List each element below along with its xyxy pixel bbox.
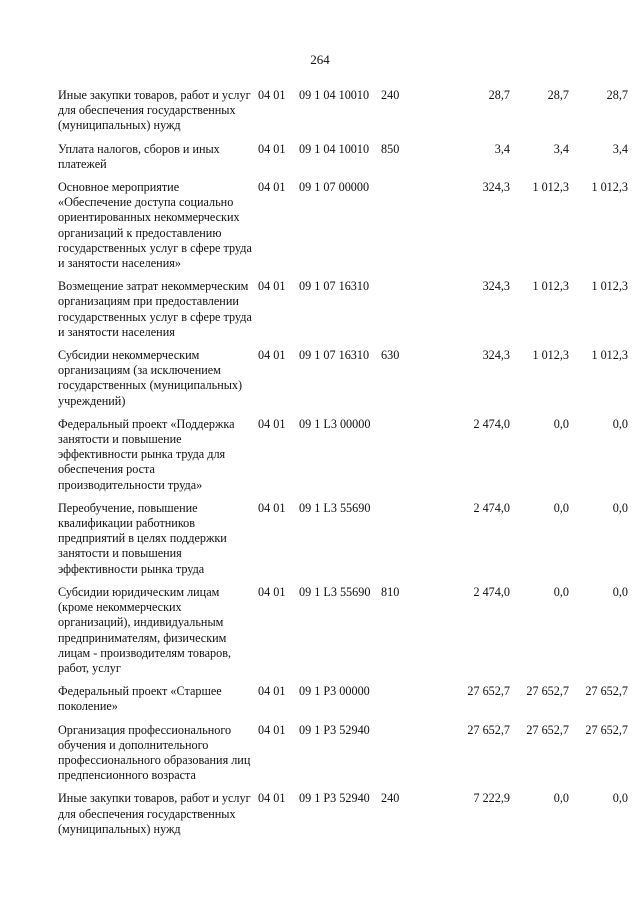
expense-type-code: 850 <box>381 141 400 156</box>
row-name: Организация профессионального обучения и дополнительного профессионального образования лиц предпенсионного возраста <box>58 722 251 783</box>
section-code: 04 01 <box>258 684 286 699</box>
amount-3: 1 012,3 <box>591 348 628 363</box>
target-article-code: 09 1 P3 52940 <box>299 791 370 806</box>
amount-2: 27 652,7 <box>526 684 569 699</box>
amount-2: 3,4 <box>553 141 569 156</box>
row-name: Иные закупки товаров, работ и услуг для обеспечения государственных (муниципальных) нужд <box>58 88 251 133</box>
amount-1: 324,3 <box>482 279 510 294</box>
amount-1: 2 474,0 <box>473 584 510 599</box>
amount-3: 1 012,3 <box>591 180 628 195</box>
expense-type-code: 240 <box>381 791 400 806</box>
amount-3: 0,0 <box>612 416 628 431</box>
target-article-code: 09 1 L3 55690 <box>299 584 371 599</box>
amount-3: 27 652,7 <box>585 722 628 737</box>
amount-1: 3,4 <box>494 141 510 156</box>
table-row <box>58 585 628 676</box>
expense-type-code: 810 <box>381 584 400 599</box>
table-row <box>58 791 628 837</box>
section-code: 04 01 <box>258 791 286 806</box>
row-name: Уплата налогов, сборов и иных платежей <box>58 141 220 171</box>
row-name: Иные закупки товаров, работ и услуг для обеспечения государственных (муниципальных) нужд <box>58 791 251 836</box>
amount-3: 27 652,7 <box>585 684 628 699</box>
amount-3: 3,4 <box>612 141 628 156</box>
section-code: 04 01 <box>258 416 286 431</box>
section-code: 04 01 <box>258 584 286 599</box>
row-name: Переобучение, повышение квалификации работников предприятий в целях поддержки занятости и повышения эффективности рынка труда <box>58 500 227 576</box>
target-article-code: 09 1 L3 00000 <box>299 416 371 431</box>
section-code: 04 01 <box>258 141 286 156</box>
table-row <box>58 684 628 714</box>
section-code: 04 01 <box>258 279 286 294</box>
amount-1: 28,7 <box>488 88 510 102</box>
row-name: Федеральный проект «Старшее поколение» <box>58 684 222 714</box>
expense-type-code: 630 <box>381 348 400 363</box>
section-code: 04 01 <box>258 348 286 363</box>
target-article-code: 09 1 07 00000 <box>299 180 370 195</box>
amount-2: 0,0 <box>553 416 569 431</box>
table-row <box>58 723 628 784</box>
amount-1: 27 652,7 <box>467 722 510 737</box>
table-row <box>58 279 628 340</box>
amount-3: 0,0 <box>612 500 628 515</box>
amount-3: 0,0 <box>612 791 628 806</box>
expense-type-code: 240 <box>381 88 400 102</box>
table-row <box>58 142 628 172</box>
row-name: Субсидии юридическим лицам (кроме некоммерческих организаций), индивидуальным предпринимателям, физическим лицам - производителям товаров, работ, услуг <box>58 584 232 675</box>
page-number: 264 <box>310 52 330 67</box>
table-row <box>58 348 628 409</box>
table-row <box>58 417 628 493</box>
budget-table <box>58 88 628 845</box>
table-row <box>58 88 628 134</box>
amount-3: 0,0 <box>612 584 628 599</box>
target-article-code: 09 1 L3 55690 <box>299 500 371 515</box>
amount-3: 28,7 <box>606 88 628 102</box>
amount-2: 1 012,3 <box>532 279 569 294</box>
row-name: Основное мероприятие «Обеспечение доступа социально ориентированных некоммерческих организаций к предоставлению государственных услуг в сфере труда и занятости населения» <box>58 180 252 271</box>
section-code: 04 01 <box>258 88 286 102</box>
amount-2: 1 012,3 <box>532 348 569 363</box>
target-article-code: 09 1 07 16310 <box>299 348 370 363</box>
section-code: 04 01 <box>258 500 286 515</box>
amount-2: 0,0 <box>553 791 569 806</box>
target-article-code: 09 1 04 10010 <box>299 141 370 156</box>
target-article-code: 09 1 P3 00000 <box>299 684 370 699</box>
target-article-code: 09 1 04 10010 <box>299 88 370 102</box>
amount-2: 28,7 <box>547 88 569 102</box>
amount-1: 7 222,9 <box>473 791 510 806</box>
amount-1: 324,3 <box>482 348 510 363</box>
amount-2: 0,0 <box>553 584 569 599</box>
amount-1: 324,3 <box>482 180 510 195</box>
amount-1: 27 652,7 <box>467 684 510 699</box>
target-article-code: 09 1 07 16310 <box>299 279 370 294</box>
row-name: Федеральный проект «Поддержка занятости и повышение эффективности рынка труда для обеспечения роста производительности труда» <box>58 416 235 492</box>
table-row <box>58 180 628 271</box>
section-code: 04 01 <box>258 722 286 737</box>
amount-2: 27 652,7 <box>526 722 569 737</box>
table-row <box>58 501 628 577</box>
target-article-code: 09 1 P3 52940 <box>299 722 370 737</box>
row-name: Возмещение затрат некоммерческим организациям при предоставлении государственных услуг в сфере труда и занятости населения <box>58 279 252 339</box>
amount-3: 1 012,3 <box>591 279 628 294</box>
amount-1: 2 474,0 <box>473 416 510 431</box>
amount-2: 0,0 <box>553 500 569 515</box>
section-code: 04 01 <box>258 180 286 195</box>
amount-2: 1 012,3 <box>532 180 569 195</box>
amount-1: 2 474,0 <box>473 500 510 515</box>
row-name: Субсидии некоммерческим организациям (за исключением государственных (муниципальных) учреждений) <box>58 348 243 408</box>
